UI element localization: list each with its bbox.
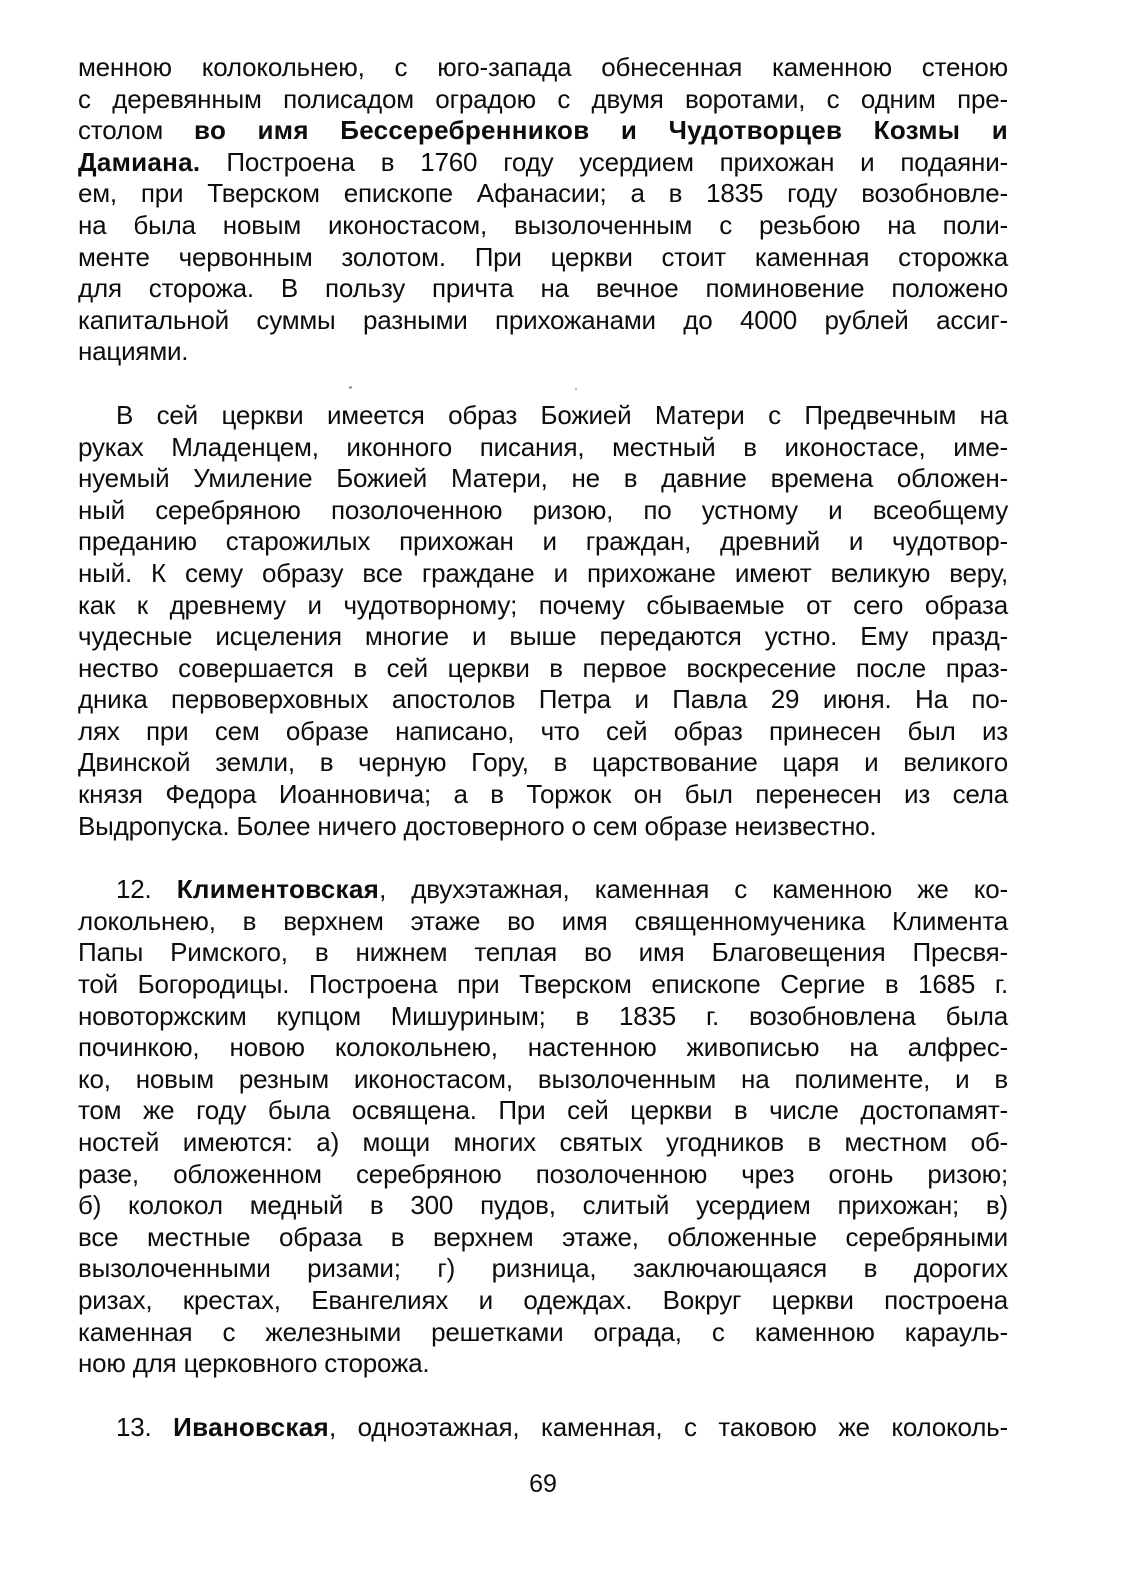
bold-text: Дамиана. (78, 146, 201, 177)
text-line: той Богородицы. Построена при Тверском епископе Сергие в 1685 г. (78, 969, 1008, 1000)
text-line: Выдропуска. Более ничего достоверного о сем образе неизвестно. (78, 810, 877, 841)
text-line: новоторжским купцом Мишуриным; в 1835 г. возобновлена была (78, 1000, 1008, 1031)
page-number: 69 (529, 1470, 557, 1499)
text-line: столом во имя Бессеребренников и Чудотворцев Козмы и (78, 115, 1008, 146)
text-line: капитальной суммы разными прихожанами до 4000 рублей ассиг- (78, 304, 1008, 335)
text-line: дника первоверховных апостолов Петра и Павла 29 июня. На по- (78, 684, 1008, 715)
text-line: князя Федора Иоанновича; а в Торжок он был перенесен из села (78, 779, 1008, 810)
text-line: б) колокол медный в 300 пудов, слитый усердием прихожан; в) (78, 1190, 1008, 1221)
text-line: менною колокольнею, с юго-запада обнесенная каменною стеною (78, 52, 1008, 82)
text-line: ко, новым резным иконостасом, вызолоченным на полименте, и в (78, 1063, 1008, 1094)
text-line: Папы Римского, в нижнем теплая во имя Благовещения Пресвя- (78, 937, 1008, 968)
text-line: лях при сем образе написано, что сей образ принесен был из (78, 715, 1008, 746)
paragraph (78, 52, 1008, 368)
text-line: руках Младенцем, иконного писания, местный в иконостасе, име- (78, 431, 1008, 462)
bold-text: во имя Бессеребренников и Чудотворцев Козмы и (194, 115, 1008, 146)
text-line: менте червонным золотом. При церкви стоит каменная сторожка (78, 241, 1008, 272)
scan-speck (575, 388, 577, 390)
text-line: вызолоченными ризами; г) ризница, заключающаяся в дорогих (78, 1253, 1008, 1284)
paragraph (78, 1412, 1008, 1444)
text-line: нество совершается в сей церкви в первое воскресение после праз- (78, 652, 1008, 683)
text-line: нациями. (78, 336, 189, 367)
text-line: Двинской земли, в черную Гору, в царствование царя и великого (78, 747, 1008, 778)
text-line: В сей церкви имеется образ Божией Матери с Предвечным на (116, 399, 1008, 430)
text-line: 13. Ивановская, одноэтажная, каменная, с таковою же колоколь- (116, 1411, 1008, 1442)
text-line: ностей имеются: а) мощи многих святых угодников в местном об- (78, 1127, 1008, 1157)
text-line: починкою, новою колокольнею, настенною живописью на алфрес- (78, 1032, 1008, 1063)
text-line: ризах, крестах, Евангелиях и одеждах. Вокруг церкви построена (78, 1284, 1008, 1315)
text-line: нуемый Умиление Божией Матери, не в давние времена обложен- (78, 463, 1008, 494)
text-line: ем, при Тверском епископе Афанасии; а в 1835 году возобновле- (78, 178, 1008, 209)
text-line: ною для церковного сторожа. (78, 1348, 430, 1379)
text-line: Дамиана. Построена в 1760 году усердием прихожан и подаяни- (78, 146, 1008, 177)
text-line: как к древнему и чудотворному; почему сбываемые от сего образа (78, 589, 1008, 620)
text-line: каменная с железными решетками ограда, с каменною карауль- (78, 1316, 1008, 1347)
text-line: на была новым иконостасом, вызолоченным с резьбою на поли- (78, 209, 1008, 240)
bold-text: Климентовская (176, 874, 380, 905)
paragraph (78, 874, 1008, 1380)
text-line: все местные образа в верхнем этаже, обложенные серебряными (78, 1221, 1008, 1252)
text-line: чудесные исцеления многие и выше передаются устно. Ему празд- (78, 621, 1008, 652)
page-text (78, 52, 1008, 1499)
text-line: ный. К сему образу все граждане и прихожане имеют великую веру, (78, 557, 1008, 588)
text-line: ный серебряною позолоченною ризою, по устному и всеобщему (78, 494, 1008, 525)
bold-text: Ивановская (173, 1411, 329, 1442)
text-line: разе, обложенном серебряною позолоченною чрез огонь ризою; (78, 1158, 1008, 1189)
text-line: локольнею, в верхнем этаже во имя священномученика Климента (78, 905, 1008, 936)
text-line: преданию старожилых прихожан и граждан, древний и чудотвор- (78, 526, 1008, 557)
text-line: с деревянным полисадом оградою с двумя воротами, с одним пре- (78, 83, 1008, 114)
text-line: 12. Климентовская, двухэтажная, каменная с каменною же ко- (116, 874, 1008, 905)
text-line: том же году была освящена. При сей церкви в числе достопамят- (78, 1095, 1008, 1126)
text-line: для сторожа. В пользу причта на вечное поминовение положено (78, 273, 1008, 304)
paragraph (78, 400, 1008, 842)
scan-speck (349, 386, 352, 389)
